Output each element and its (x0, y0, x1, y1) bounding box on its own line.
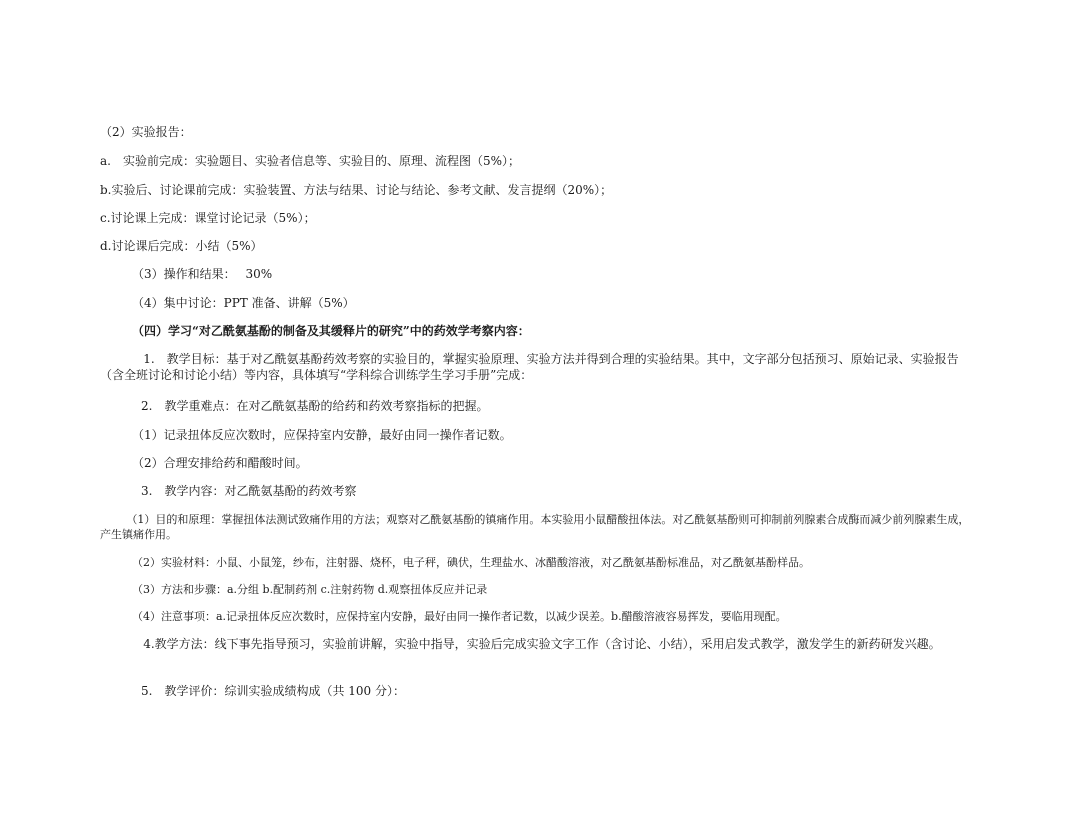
difficulty-item-1: （1）记录扭体反应次数时，应保持室内安静，最好由同一操作者记数。 (132, 428, 512, 442)
teaching-difficulty-line: 2. 教学重难点：在对乙酰氨基酚的给药和药效考察指标的把握。 (141, 399, 489, 413)
purpose-principle-paragraph: （1）目的和原理：掌握扭体法测试致痛作用的方法；观察对乙酰氨基酚的镇痛作用。本实验用小鼠醋酸扭体法。对乙酰氨基酚则可抑制前列腺素合成酶而减少前列腺素生成，产生镇痛作用。 (100, 513, 970, 541)
discussion-line: （4）集中讨论：PPT 准备、讲解（5%） (132, 296, 355, 310)
report-item-d: d.讨论课后完成：小结（5%） (100, 239, 263, 253)
precautions-line: （4）注意事项：a.记录扭体反应次数时，应保持室内安静，最好由同一操作者记数，以减少误差。b.醋酸溶液容易挥发，要临用现配。 (132, 610, 787, 623)
operation-results-line: （3）操作和结果： 30% (132, 267, 273, 281)
methods-steps-line: （3）方法和步骤：a.分组 b.配制药剂 c.注射药物 d.观察扭体反应并记录 (132, 583, 488, 596)
report-item-a: a. 实验前完成：实验题目、实验者信息等、实验目的、原理、流程图（5%）； (100, 154, 521, 168)
teaching-method-paragraph: 4.教学方法：线下事先指导预习，实验前讲解，实验中指导，实验后完成实验文字工作（含讨论、小结），采用启发式教学，激发学生的新药研发兴趣。 (143, 637, 941, 651)
report-item-c: c.讨论课上完成：课堂讨论记录（5%）； (100, 211, 316, 225)
difficulty-item-2: （2）合理安排给药和醋酸时间。 (132, 456, 308, 470)
section-four-heading: （四）学习“对乙酰氨基酚的制备及其缓释片的研究”中的药效学考察内容： (132, 324, 530, 338)
materials-line: （2）实验材料：小鼠、小鼠笼，纱布，注射器、烧杯，电子秤，碘伏，生理盐水、冰醋酸溶液，对乙酰氨基酚标准品，对乙酰氨基酚样品。 (132, 556, 810, 569)
report-item-b: b.实验后、讨论课前完成：实验装置、方法与结果、讨论与结论、参考文献、发言提纲（20%）； (100, 183, 613, 197)
teaching-content-line: 3. 教学内容：对乙酰氨基酚的药效考察 (141, 484, 357, 498)
report-heading: （2）实验报告： (100, 125, 192, 139)
teaching-objective-paragraph: 1. 教学目标：基于对乙酰氨基酚药效考察的实验目的，掌握实验原理、实验方法并得到合理的实验结果。其中，文字部分包括预习、原始记录、实验报告（含全班讨论和讨论小结）等内容，具体填写“学科综合训练学生学习手册”完成： (100, 352, 959, 382)
teaching-evaluation-line: 5. 教学评价：综训实验成绩构成（共 100 分）： (141, 684, 405, 698)
